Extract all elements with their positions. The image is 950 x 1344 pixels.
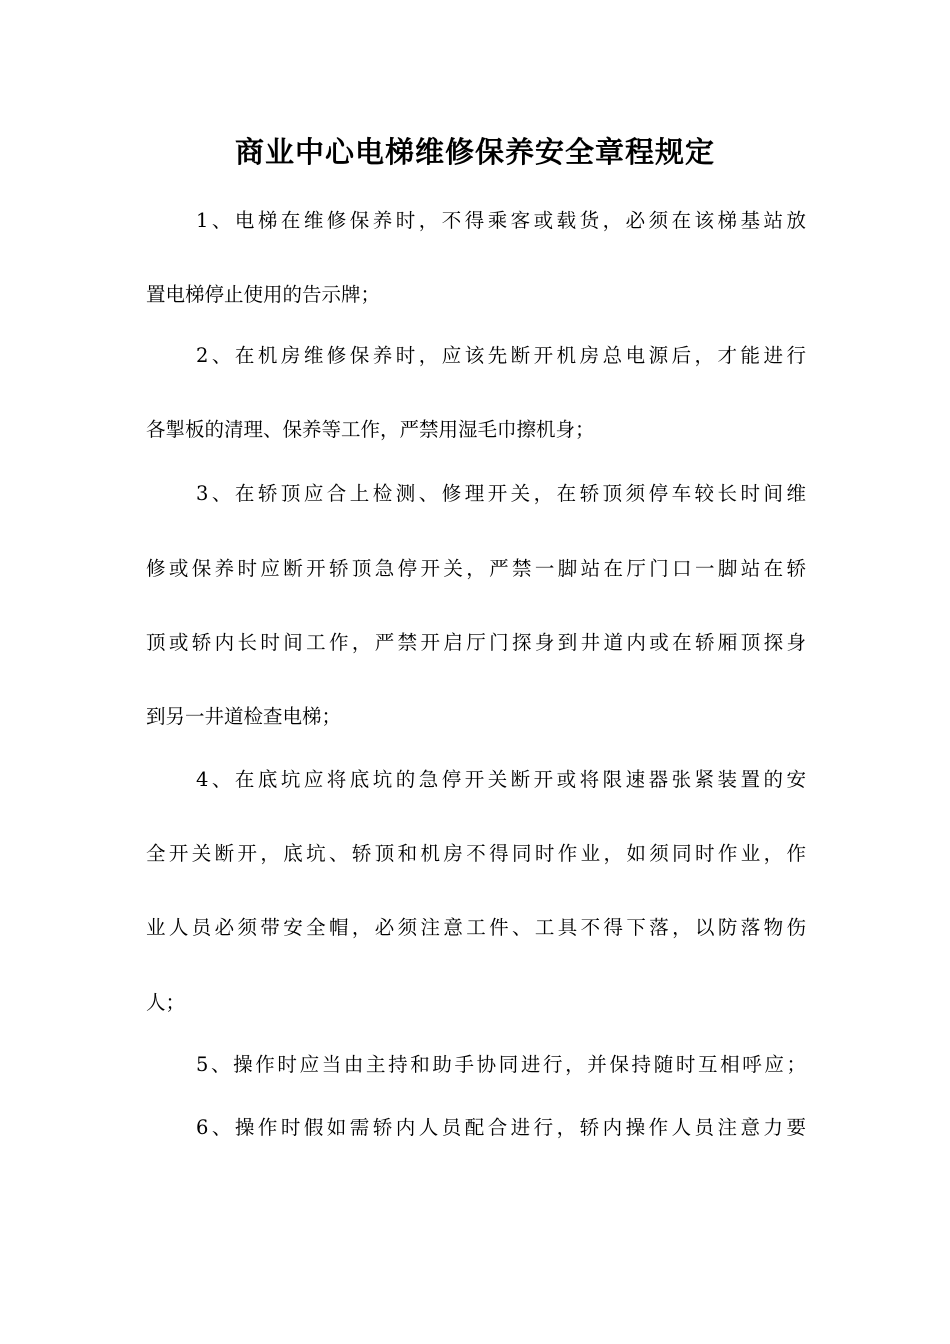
- paragraph-3-line-3: 顶或轿内长时间工作，严禁开启厅门探身到井道内或在轿厢顶探身: [146, 631, 806, 654]
- paragraph-4-line-2: 全开关断开，底坑、轿顶和机房不得同时作业，如须同时作业，作: [146, 842, 806, 865]
- paragraph-2-line-1: 2、在机房维修保养时，应该先断开机房总电源后，才能进行: [196, 344, 806, 367]
- paragraph-1-line-1: 1、电梯在维修保养时，不得乘客或载货，必须在该梯基站放: [196, 209, 806, 232]
- paragraph-3-line-4: 到另一井道检查电梯；: [146, 705, 342, 728]
- paragraph-4-line-1: 4、在底坑应将底坑的急停开关断开或将限速器张紧装置的安: [196, 768, 806, 791]
- paragraph-1-line-2: 置电梯停止使用的告示牌；: [146, 283, 381, 306]
- paragraph-3-line-1: 3、在轿顶应合上检测、修理开关，在轿顶须停车较长时间维: [196, 482, 806, 505]
- paragraph-4-line-4: 人；: [146, 991, 186, 1014]
- paragraph-3-line-2: 修或保养时应断开轿顶急停开关，严禁一脚站在厅门口一脚站在轿: [146, 557, 806, 580]
- document-title: 商业中心电梯维修保养安全章程规定: [234, 135, 715, 169]
- paragraph-4-line-3: 业人员必须带安全帽，必须注意工件、工具不得下落，以防落物伤: [146, 916, 806, 939]
- paragraph-2-line-2: 各掣板的清理、保养等工作，严禁用湿毛巾擦机身；: [146, 418, 595, 441]
- paragraph-6-line-1: 6、操作时假如需轿内人员配合进行，轿内操作人员注意力要: [196, 1116, 806, 1139]
- paragraph-5-line-1: 5、操作时应当由主持和助手协同进行，并保持随时互相呼应；: [196, 1053, 806, 1076]
